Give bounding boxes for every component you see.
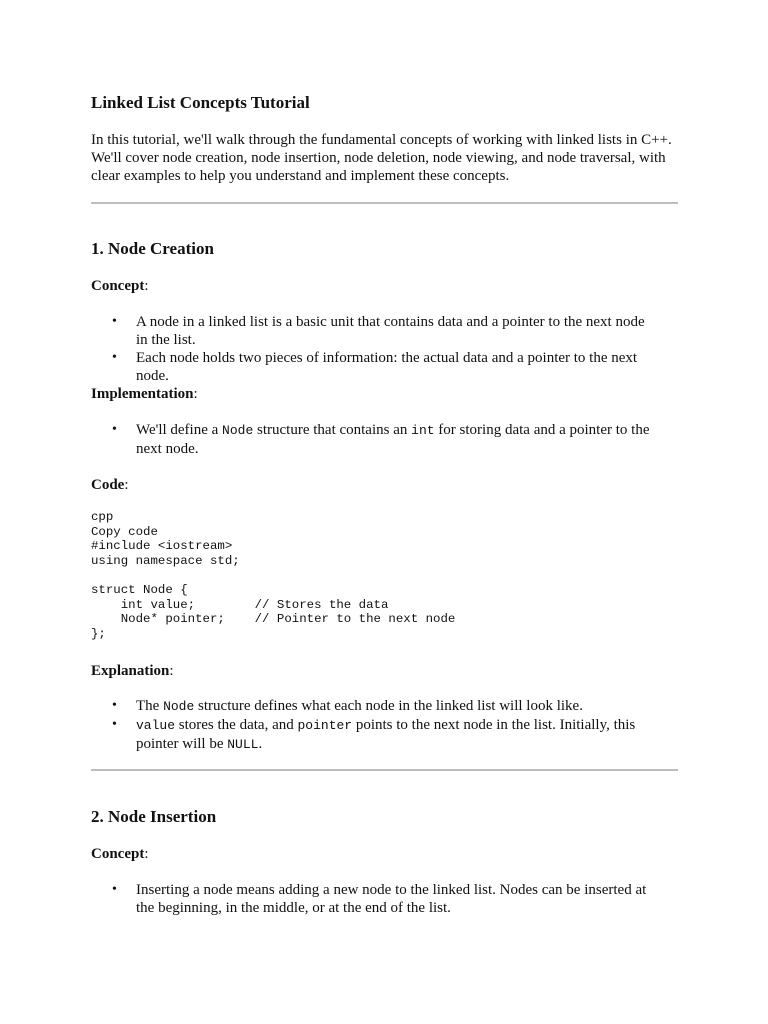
concept-label: Concept: [91, 846, 149, 862]
code-line: Node* pointer; // Pointer to the next node [91, 612, 456, 627]
list-item: • A node in a linked list is a basic unit that contains data and a pointer to the next node in the list. [112, 314, 645, 348]
code-line: }; [91, 626, 106, 641]
concept-label: Concept: [91, 278, 149, 294]
code-label: Code: [91, 477, 129, 493]
list-item: • Inserting a node means adding a new node to the linked list. Nodes can be inserted at the beginning, in the middle, or at the end of the list. [112, 882, 647, 916]
divider [91, 202, 678, 204]
section-heading-node-insertion: 2. Node Insertion [91, 807, 217, 826]
page-title: Linked List Concepts Tutorial [91, 93, 310, 112]
explanation-label: Explanation: [91, 663, 174, 679]
explanation-list [91, 697, 651, 754]
code-line: cpp [91, 510, 114, 524]
code-line: #include <iostream> [91, 539, 233, 554]
section-heading-node-creation: 1. Node Creation [91, 239, 214, 258]
code-line: struct Node { [91, 582, 188, 597]
list-item: • value stores the data, and pointer points to the next node in the list. Initially, this pointer will be NULL. [112, 717, 636, 752]
implementation-label: Implementation: [91, 386, 198, 402]
divider [91, 769, 678, 771]
implementation-list [91, 421, 651, 458]
concept-list [91, 881, 651, 917]
concept-list [91, 313, 651, 385]
list-item: • The Node structure defines what each node in the linked list will look like. [112, 698, 583, 714]
list-item: • We'll define a Node structure that contains an int for storing data and a pointer to the next node. [112, 422, 650, 457]
list-item: • Each node holds two pieces of information: the actual data and a pointer to the next node. [112, 350, 638, 384]
code-block [91, 510, 455, 641]
code-line: int value; // Stores the data [91, 597, 389, 612]
code-line: Copy code [91, 524, 158, 539]
intro-paragraph: In this tutorial, we'll walk through the fundamental concepts of working with linked lists in C++. We'll cover node creation, node insertion, node deletion, node viewing, and node traversal, with clear examples to help you understand and implement these concepts. [91, 132, 672, 184]
code-line: using namespace std; [91, 553, 240, 568]
